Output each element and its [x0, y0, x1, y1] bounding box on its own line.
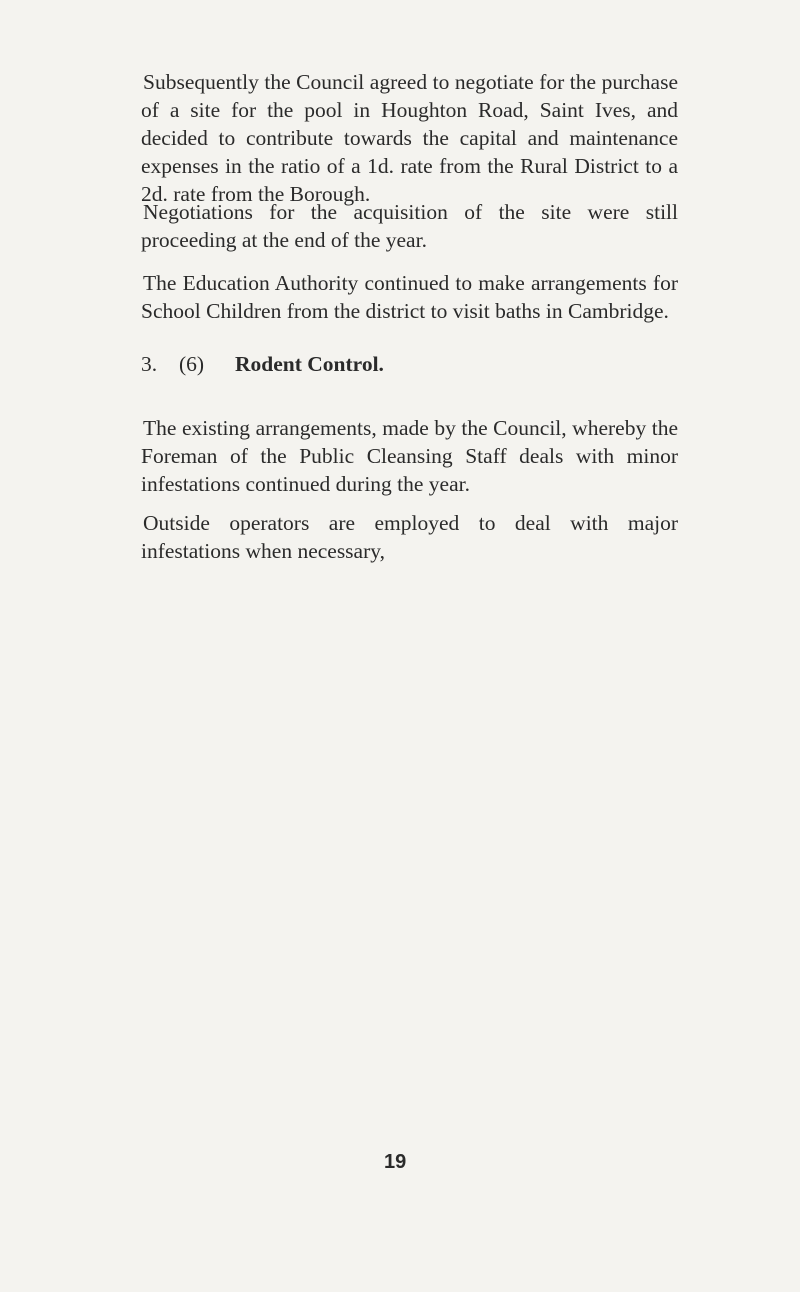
paragraph-swimming-pool-site: Subsequently the Council agreed to negotiate for the purchase of a site for the pool in Houghton Road, Saint Ives, and decided to contribute towards the capital and maintenance expenses in the ratio of a 1d. rate from the Rural District to a 2d. rate from the Borough.	[141, 70, 678, 206]
section-title: Rodent Control.	[235, 352, 384, 376]
paragraph-education-authority: The Education Authority continued to make arrangements for School Children from the district to visit baths in Cambridge.	[141, 271, 678, 323]
page-number: 19	[384, 1151, 407, 1173]
section-heading	[141, 350, 384, 378]
paragraph-existing-arrangements: The existing arrangements, made by the Council, whereby the Foreman of the Public Cleansing Staff deals with minor infestations continued during the year.	[141, 416, 678, 496]
paragraph-outside-operators: Outside operators are employed to deal with major infestations when necessary,	[141, 511, 678, 563]
subsection-number: (6)	[179, 352, 205, 376]
paragraph-site-negotiations: Negotiations for the acquisition of the site were still proceeding at the end of the year.	[141, 200, 678, 252]
section-number: 3.	[141, 352, 158, 376]
